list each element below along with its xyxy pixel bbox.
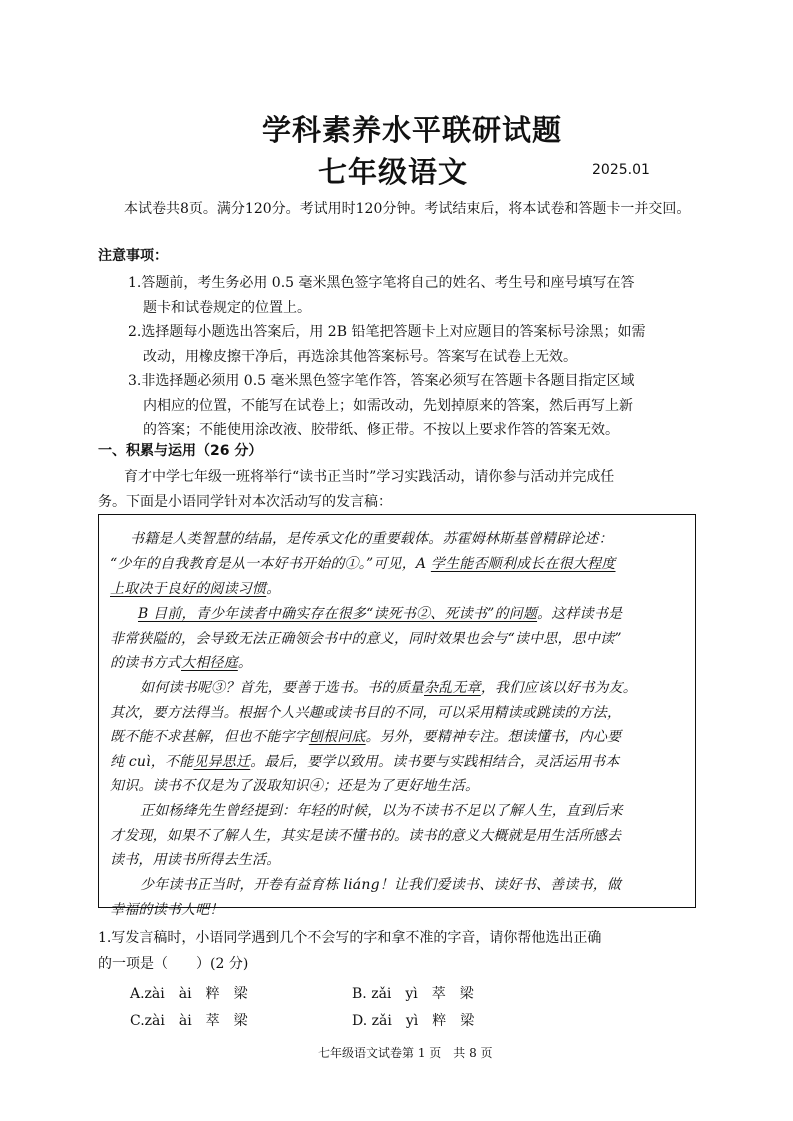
speech-line — [138, 603, 622, 623]
speech-line — [110, 553, 615, 573]
notice-line: 1.答题前，考生务必用 0.5 毫米黑色签字笔将自己的姓名、考生号和座号填写在答 — [128, 275, 635, 291]
notice-line: 改动，用橡皮擦干净后，再选涂其他答案标号。答案写在试卷上无效。 — [143, 349, 577, 365]
notice-line: 3.非选择题必须用 0.5 毫米黑色签字笔作答，答案必须写在答题卡各题目指定区域 — [128, 373, 635, 389]
option-d: D. zǎi yì 粹 梁 — [352, 1013, 475, 1029]
speech-line: 书籍是人类智慧的结晶，是传承文化的重要载体。苏霍姆林斯基曾精辟论述： — [130, 531, 613, 547]
notice-heading: 注意事项： — [98, 248, 168, 264]
notice-line: 的答案；不能使用涂改液、胶带纸、修正带。不按以上要求作答的答案无效。 — [143, 422, 619, 438]
question-1-stem: 1.写发言稿时，小语同学遇到几个不会写的字和拿不准的字音，请你帮他选出正确 — [98, 930, 602, 946]
speech-line: 正如杨绛先生曾经提到：年轻的时候，以为不读书不足以了解人生，直到后来 — [140, 803, 623, 819]
speech-text: 如何读书呢③？首先，要善于选书。书的质量 — [140, 680, 424, 696]
sentence-a-underlined: 上取决于良好的阅读习惯 — [110, 581, 267, 597]
speech-line — [110, 751, 619, 771]
speech-text: 。 — [266, 581, 281, 597]
speech-line: 读书，用读书所得去生活。 — [110, 852, 281, 868]
exam-intro: 本试卷共8页。满分120分。考试用时120分钟。考试结束后，将本试卷和答题卡一并交回。 — [124, 201, 691, 217]
sentence-b-underlined: B 目前，青少年读者中确实存在很多“读死书②、死读书”的问题 — [138, 606, 538, 622]
speech-line — [110, 726, 621, 746]
speech-line — [110, 652, 252, 672]
speech-line: 非常狭隘的，会导致无法正确领会书中的意义，同时效果也会与“读中思，思中读” — [110, 631, 622, 647]
sentence-a-underlined: 学生能否顺利成长在很大程度 — [430, 556, 616, 572]
section-intro-line: 务。下面是小语同学针对本次活动写的发言稿： — [98, 494, 392, 510]
exam-title: 学科素养水平联研试题 — [262, 113, 563, 147]
speech-text: 纯 cuì，不能 — [110, 754, 194, 770]
notice-line: 题卡和试卷规定的位置上。 — [143, 300, 311, 316]
speech-line — [140, 677, 637, 697]
option-c: C.zài ài 萃 梁 — [130, 1013, 248, 1029]
speech-text: 。 — [237, 655, 253, 671]
speech-line: 少年读书正当时，开卷有益育栋 liáng！让我们爱读书、读好书、善读书，做 — [140, 877, 622, 893]
section-heading: 一、积累与运用（26 分） — [98, 443, 263, 459]
question-1-stem: 的一项是（ ）(2 分) — [98, 956, 249, 972]
speech-text: 。最后，要学以致用。读书要与实践相结合，灵活运用书本 — [250, 754, 620, 770]
page-footer: 七年级语文试卷第 1 页 共 8 页 — [318, 1046, 493, 1060]
speech-line: 知识。读书不仅是为了汲取知识④；还是为了更好地生活。 — [110, 778, 480, 794]
section-intro-line: 育才中学七年级一班将举行“读书正当时”学习实践活动，请你参与活动并完成任 — [124, 469, 615, 485]
speech-line: 才发现，如果不了解人生，其实是读不懂书的。读书的意义大概就是用生活所感去 — [110, 828, 622, 844]
speech-text: 。这样读书是 — [537, 606, 623, 622]
idiom-underlined: 刨根问底 — [308, 729, 366, 745]
notice-line: 内相应的位置，不能写在试卷上；如需改动，先划掉原来的答案，然后再写上新 — [143, 398, 633, 414]
speech-line: 其次，要方法得当。根据个人兴趣或读书目的不同，可以采用精读或跳读的方法， — [110, 705, 622, 721]
option-b: B. zǎi yì 萃 梁 — [352, 986, 474, 1002]
idiom-underlined: 见异思迁 — [193, 754, 251, 770]
speech-text: 既不能不求甚解，但也不能字字 — [110, 729, 309, 745]
speech-text: 。另外，要精神专注。想读懂书，内心要 — [365, 729, 622, 745]
speech-line: 幸福的读书人吧！ — [110, 902, 224, 918]
speech-text: ，我们应该以好书为友。 — [480, 680, 638, 696]
exam-subtitle: 七年级语文 — [318, 155, 469, 189]
exam-date: 2025.01 — [592, 162, 650, 178]
speech-text: 的读书方式 — [110, 655, 181, 671]
idiom-underlined: 杂乱无章 — [424, 680, 481, 696]
notice-line: 2.选择题每小题选出答案后，用 2B 铅笔把答题卡上对应题目的答案标号涂黑；如需 — [128, 324, 646, 340]
idiom-underlined: 大相径庭 — [181, 655, 238, 671]
speech-line — [110, 578, 280, 598]
speech-text: “少年的自我教育是从一本好书开始的①。”可见，A — [110, 556, 431, 572]
option-a: A.zài ài 粹 梁 — [130, 986, 248, 1002]
